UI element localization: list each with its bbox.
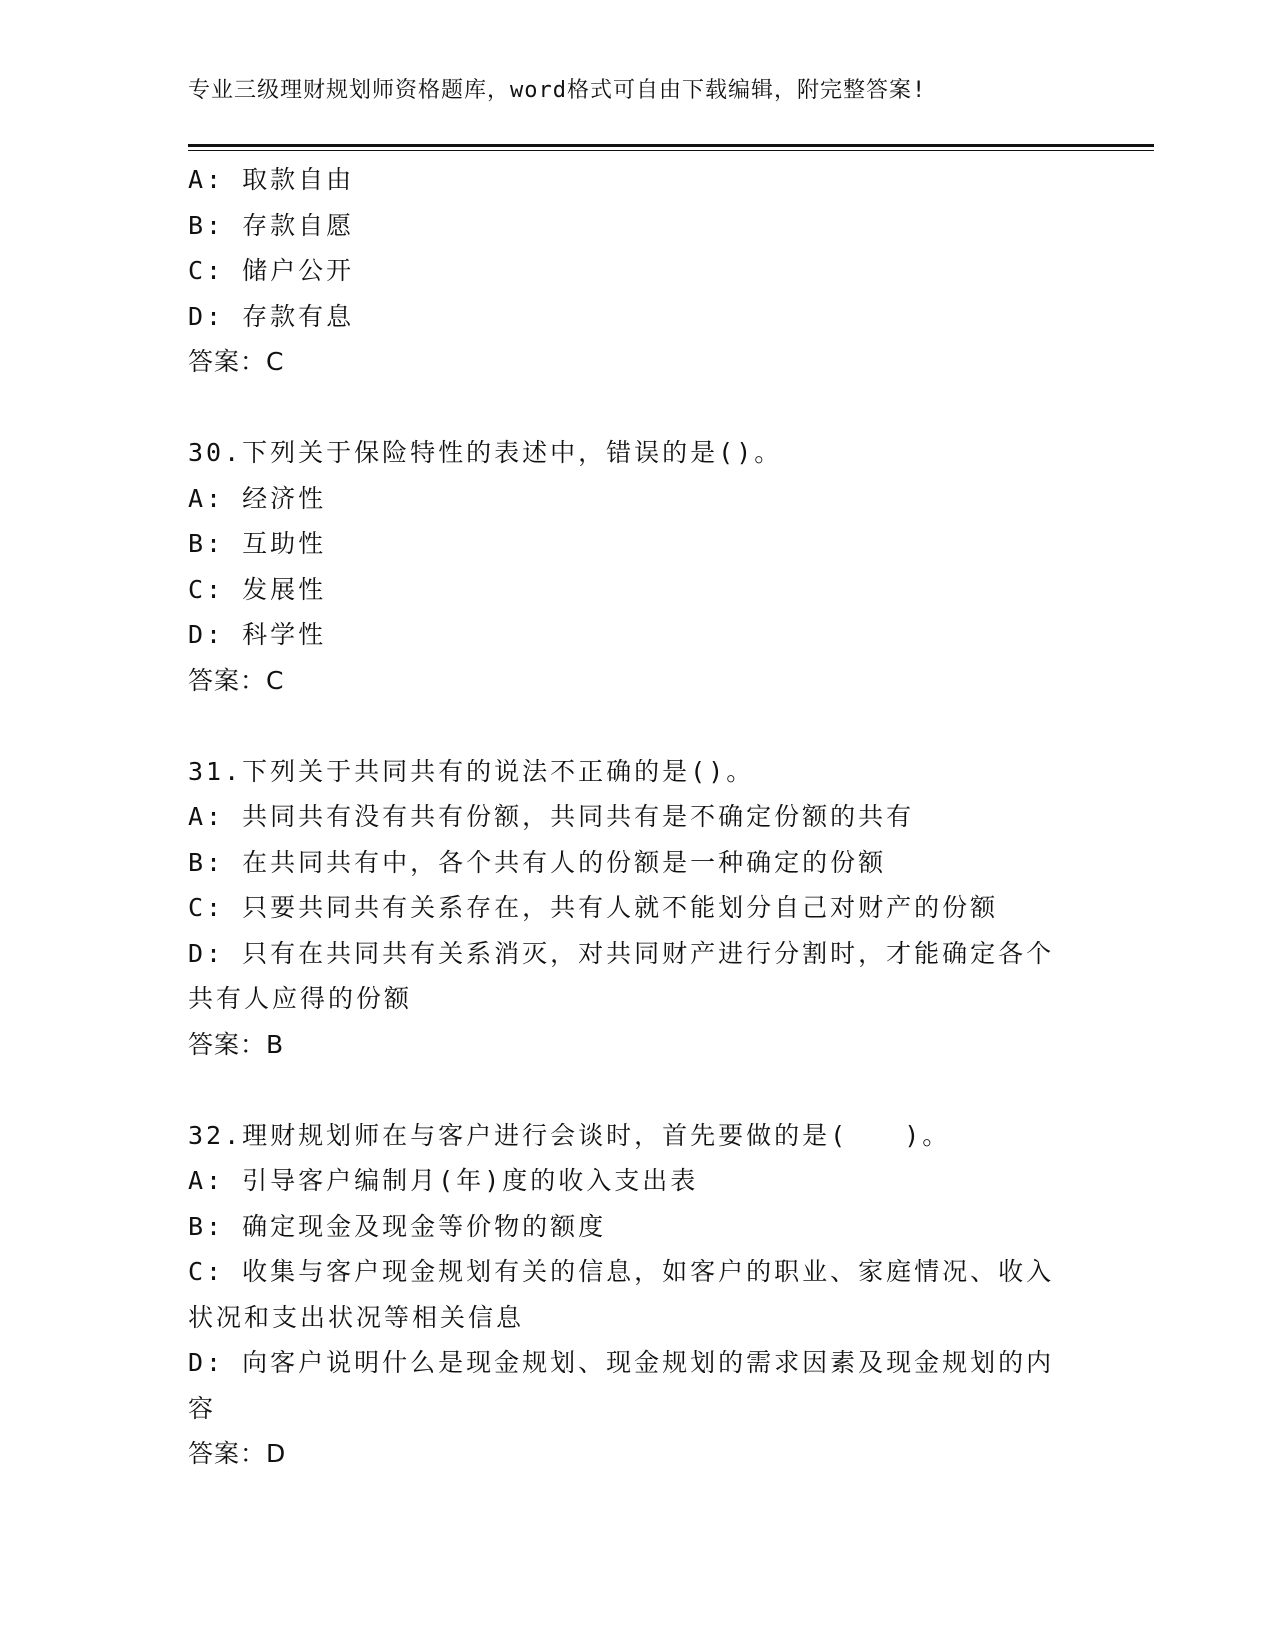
answer-line: 答案：C — [188, 665, 285, 695]
option-d: D: 科学性 — [188, 620, 327, 649]
option-d-continued: 容 — [188, 1393, 217, 1423]
question-block — [188, 430, 1088, 703]
spacer — [188, 1067, 1088, 1113]
option-a: A: 引导客户编制月(年)度的收入支出表 — [188, 1166, 699, 1195]
option-a: A: 共同共有没有共有份额，共同共有是不确定份额的共有 — [188, 802, 915, 831]
question-list — [188, 157, 1088, 1477]
header-rule-thin — [188, 150, 1154, 151]
answer-line: 答案：D — [188, 1439, 287, 1468]
header-rule-thick — [188, 144, 1154, 147]
option-a: A: 经济性 — [188, 483, 327, 513]
option-b: B: 存款自愿 — [188, 210, 355, 240]
option-a: A: 取款自由 — [188, 165, 355, 194]
option-d: D: 存款有息 — [188, 301, 355, 331]
question-text: 32.理财规划师在与客户进行会谈时，首先要做的是( )。 — [188, 1120, 951, 1150]
question-text: 31.下列关于共同共有的说法不正确的是()。 — [188, 756, 755, 786]
option-d: D: 只有在共同共有关系消灭，对共同财产进行分割时，才能确定各个 — [188, 938, 1055, 968]
option-c: C: 发展性 — [188, 574, 327, 604]
option-b: B: 互助性 — [188, 529, 327, 558]
option-b: B: 在共同共有中，各个共有人的份额是一种确定的份额 — [188, 847, 887, 877]
spacer — [188, 385, 1088, 431]
option-b: B: 确定现金及现金等价物的额度 — [188, 1211, 607, 1241]
option-d-continued: 共有人应得的份额 — [188, 984, 413, 1013]
answer-line: 答案：C — [188, 347, 285, 376]
question-block — [188, 749, 1088, 1068]
answer-line: 答案：B — [188, 1029, 285, 1059]
option-c: C: 储户公开 — [188, 256, 355, 285]
option-c: C: 只要共同共有关系存在，共有人就不能划分自己对财产的份额 — [188, 893, 999, 922]
spacer — [188, 703, 1088, 749]
question-block — [188, 157, 1088, 385]
page-header: 专业三级理财规划师资格题库，word格式可自由下载编辑，附完整答案! — [188, 78, 927, 103]
question-text: 30.下列关于保险特性的表述中，错误的是()。 — [188, 438, 783, 467]
question-block — [188, 1113, 1088, 1477]
option-c: C: 收集与客户现金规划有关的信息，如客户的职业、家庭情况、收入 — [188, 1257, 1055, 1286]
option-c-continued: 状况和支出状况等相关信息 — [188, 1302, 525, 1332]
option-d: D: 向客户说明什么是现金规划、现金规划的需求因素及现金规划的内 — [188, 1348, 1055, 1377]
